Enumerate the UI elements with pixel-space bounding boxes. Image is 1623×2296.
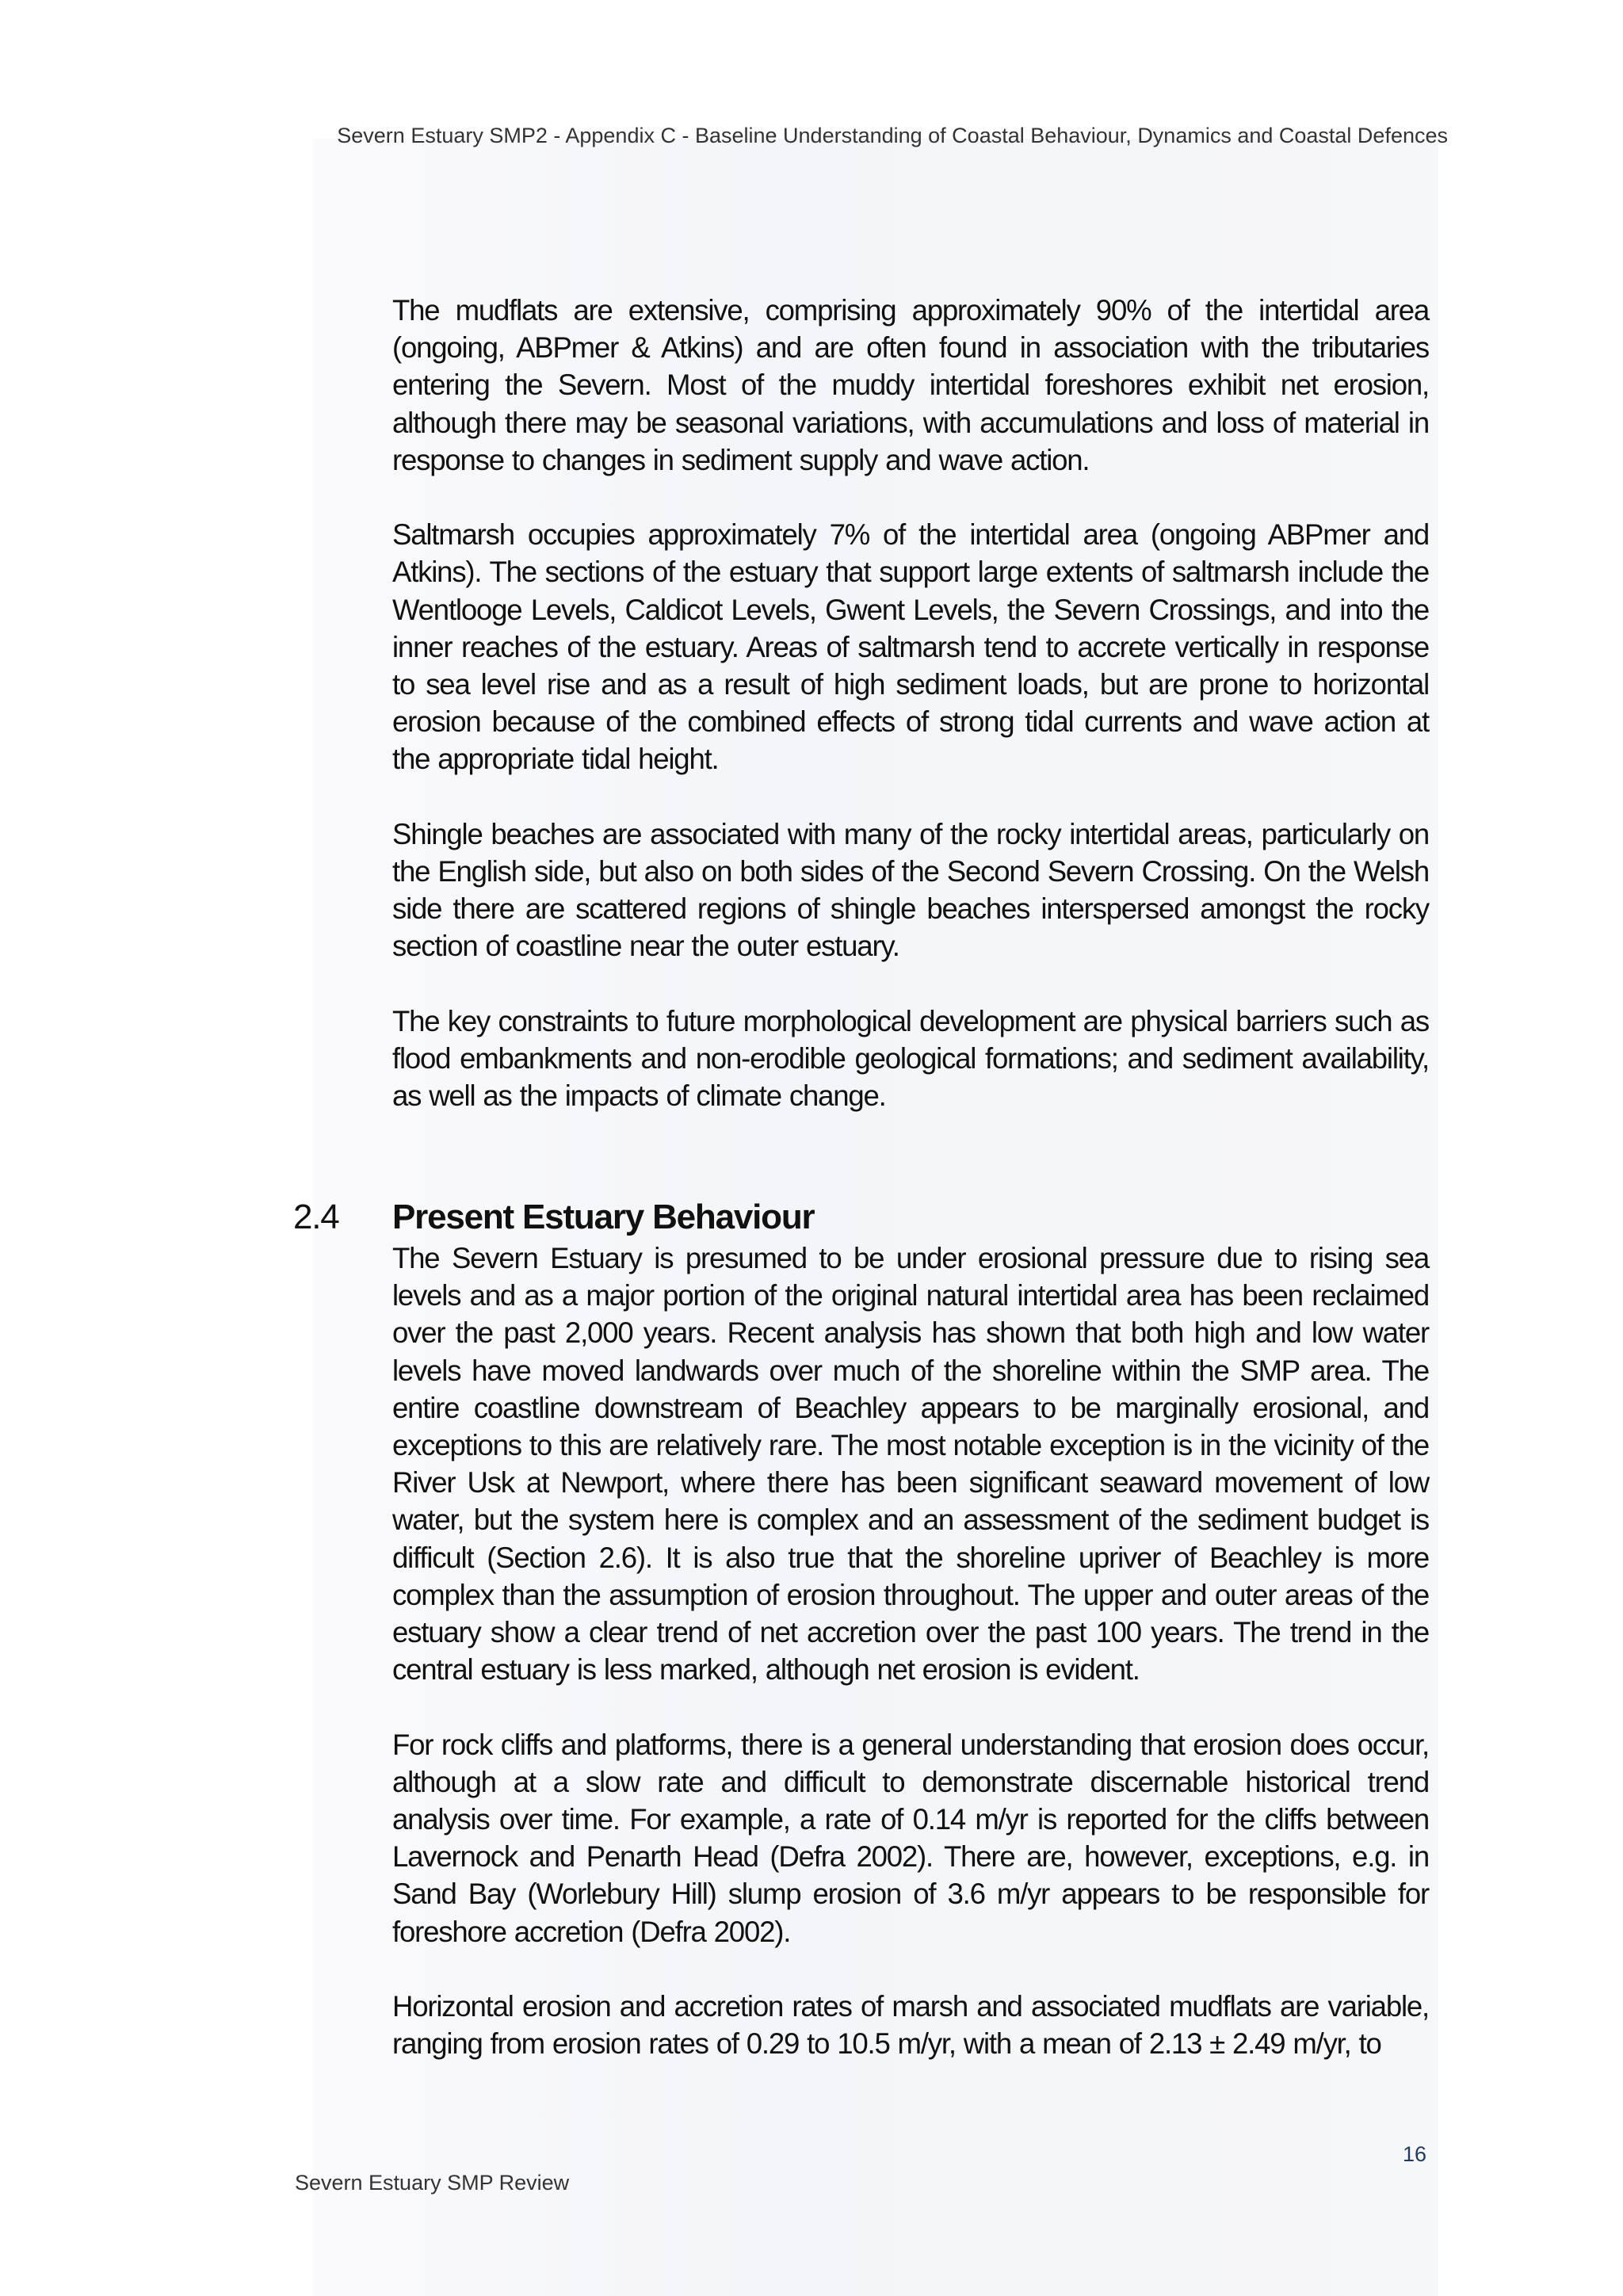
intro-content [392,292,1429,1114]
section-present-estuary-behaviour [293,1195,1429,2062]
paragraph-erosional-pressure: The Severn Estuary is presumed to be under erosional pressure due to rising sea levels and as a major portion of the original natural intertidal area has been reclaimed over the past 2,000 years. Recent analysis has shown that both high and low water levels have moved landwards over much of the shoreline within the SMP area. The entire coastline downstream of Beachley appears to be marginally erosional, and exceptions to this are relatively rare. The most notable exception is in the vicinity of the River Usk at Newport, where there has been significant seaward movement of low water, but the system here is complex and an assessment of the sediment budget is difficult (Section 2.6). It is also true that the shoreline upriver of Beachley is more complex than the assumption of erosion throughout. The upper and outer areas of the estuary show a clear trend of net accretion over the past 100 years. The trend in the central estuary is less marked, although net erosion is evident. [392,1242,1429,1687]
paragraph-mudflats: The mudflats are extensive, comprising approximately 90% of the intertidal area (ongoing, ABPmer & Atkins) and are often found in association with the tributaries entering the Severn. Most of the muddy intertidal foreshores exhibit net erosion, although there may be seasonal variations, with accumulations and loss of material in response to changes in sediment supply and wave action. [392,294,1429,476]
section-body [392,1240,1429,2062]
paragraph-rock-cliffs: For rock cliffs and platforms, there is a general understanding that erosion does occur, although at a slow rate and difficult to demonstrate discernable historical trend analysis over time. For example, a rate of 0.14 m/yr is reported for the cliffs between Lavernock and Penarth Head (Defra 2002). There are, however, exceptions, e.g. in Sand Bay (Worlebury Hill) slump erosion of 3.6 m/yr appears to be responsible for foreshore accretion (Defra 2002). [392,1728,1429,1948]
section-title: Present Estuary Behaviour [392,1198,815,1236]
running-footer: Severn Estuary SMP Review [295,2171,570,2195]
section-heading [293,1195,1429,1240]
paragraph-key-constraints: The key constraints to future morphological development are physical barriers such as flood embankments and non-erodible geological formations; and sediment availability, as well as the impacts of climate change. [392,1004,1429,1113]
page-number: 16 [1402,2142,1426,2166]
running-header: Severn Estuary SMP2 - Appendix C - Baseline Understanding of Coastal Behaviour, Dynamics and Coastal Defences [337,124,1448,147]
paragraph-shingle-beaches: Shingle beaches are associated with many of the rocky intertidal areas, particularly on the English side, but also on both sides of the Second Severn Crossing. On the Welsh side there are scattered regions of shingle beaches interspersed amongst the rocky section of coastline near the outer estuary. [392,817,1429,963]
section-number: 2.4 [293,1198,339,1236]
paragraph-saltmarsh: Saltmarsh occupies approximately 7% of the intertidal area (ongoing ABPmer and Atkins). The sections of the estuary that support large extents of saltmarsh include the Wentlooge Levels, Caldicot Levels, Gwent Levels, the Severn Crossings, and into the inner reaches of the estuary. Areas of saltmarsh tend to accrete vertically in response to sea level rise and as a result of high sediment loads, but are prone to horizontal erosion because of the combined effects of strong tidal currents and wave action at the appropriate tidal height. [392,518,1429,776]
paragraph-horizontal-erosion: Horizontal erosion and accretion rates of marsh and associated mudflats are variable, ranging from erosion rates of 0.29 to 10.5 m/yr, with a mean of 2.13 ± 2.49 m/yr, to [392,1990,1429,2061]
